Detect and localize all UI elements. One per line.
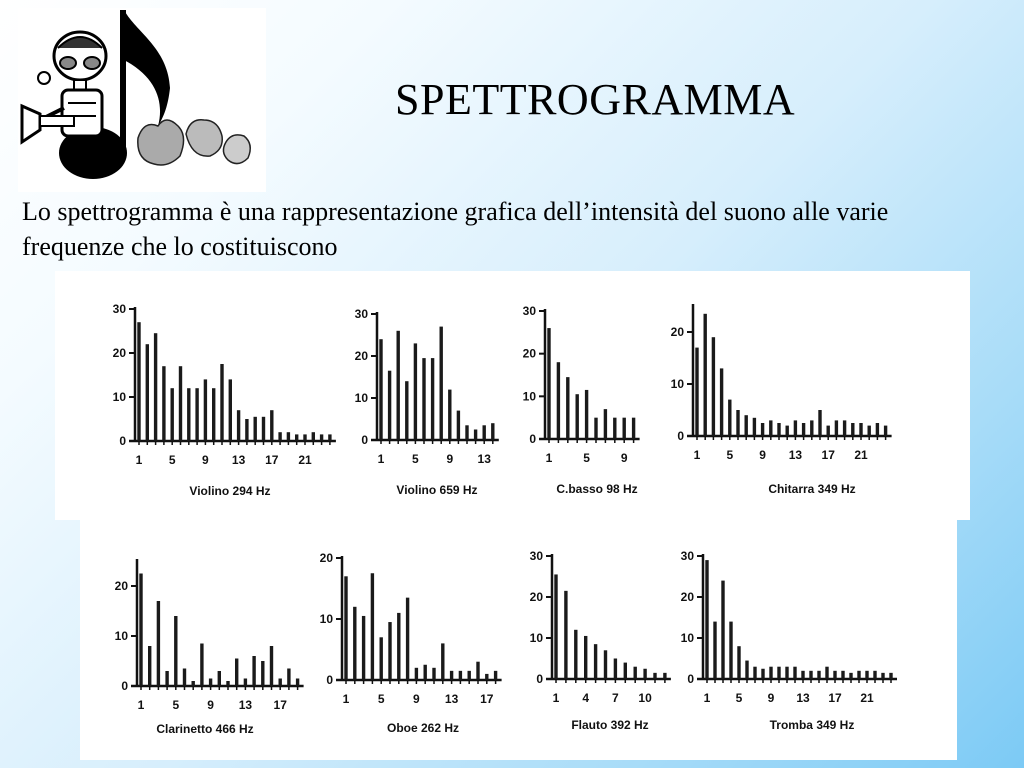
bar [328, 434, 331, 441]
y-tick-label: 0 [536, 672, 543, 686]
bar [720, 368, 723, 436]
bar [244, 679, 247, 687]
chart-title: Clarinetto 466 Hz [156, 722, 254, 736]
bar [851, 423, 854, 436]
bar [245, 419, 248, 441]
y-tick-label: 0 [119, 434, 126, 448]
x-tick-label: 5 [735, 691, 743, 705]
bar [632, 418, 635, 439]
bar [585, 390, 588, 439]
bar [663, 673, 666, 679]
x-tick-label: 1 [703, 691, 711, 705]
bar [388, 371, 391, 440]
bar [801, 671, 804, 679]
bar [849, 673, 852, 679]
bar [254, 417, 257, 441]
bar [146, 344, 149, 441]
x-tick-label: 21 [854, 448, 868, 462]
bar [457, 411, 460, 440]
y-tick-label: 0 [677, 429, 684, 443]
chart-violino-659 [355, 307, 499, 497]
bar [884, 426, 887, 436]
y-tick-label: 10 [319, 612, 333, 626]
bar [584, 636, 587, 679]
x-tick-label: 13 [238, 698, 253, 712]
bar [270, 646, 273, 686]
x-tick-label: 1 [693, 448, 701, 462]
x-tick-label: 5 [168, 453, 176, 467]
y-tick-label: 0 [121, 679, 128, 693]
bar [613, 418, 616, 439]
bar [810, 420, 813, 436]
bar [859, 423, 862, 436]
bar [397, 613, 400, 680]
x-tick-label: 1 [342, 692, 350, 706]
bar [195, 388, 198, 441]
y-tick-label: 20 [354, 349, 368, 363]
bar [594, 644, 597, 679]
y-tick-label: 30 [680, 549, 694, 563]
bar [252, 656, 255, 686]
bar [745, 415, 748, 436]
bar [695, 348, 698, 436]
bar [344, 576, 347, 680]
x-tick-label: 10 [638, 691, 652, 705]
y-tick-label: 30 [522, 304, 536, 318]
y-tick-label: 10 [680, 631, 694, 645]
bar [148, 646, 151, 686]
bar [594, 418, 597, 439]
bar [634, 667, 637, 679]
x-tick-label: 1 [552, 691, 560, 705]
bar [825, 667, 828, 679]
bar [827, 426, 830, 436]
chart-oboe-262 [320, 551, 502, 735]
y-tick-label: 30 [112, 302, 126, 316]
bar [422, 358, 425, 440]
bar [769, 667, 772, 679]
bar [704, 314, 707, 436]
x-tick-label: 13 [788, 448, 803, 462]
bar [270, 410, 273, 441]
bar [218, 671, 221, 686]
y-tick-label: 20 [522, 346, 536, 361]
x-tick-label: 9 [620, 451, 628, 465]
bar [818, 410, 821, 436]
bar [279, 679, 282, 687]
bar [388, 622, 391, 680]
bar [183, 669, 186, 687]
bar [204, 379, 207, 441]
bar [761, 423, 764, 436]
slide-title: SPETTROGRAMMA [395, 75, 796, 124]
y-tick-label: 20 [670, 325, 684, 339]
bar [643, 669, 646, 679]
bar [312, 432, 315, 441]
bar [777, 423, 780, 436]
bar [450, 671, 453, 680]
bar [604, 650, 607, 679]
bar [753, 418, 756, 436]
y-tick-label: 10 [112, 390, 126, 404]
y-tick-label: 10 [522, 389, 536, 404]
bar [353, 607, 356, 680]
bar [721, 581, 724, 679]
bar [261, 661, 264, 686]
bar [857, 671, 860, 679]
bar [296, 679, 299, 687]
y-tick-label: 30 [354, 307, 368, 321]
bar [476, 662, 479, 680]
x-tick-label: 5 [412, 452, 419, 466]
bar [171, 388, 174, 441]
x-tick-label: 5 [583, 451, 590, 465]
chart-tromba-349 [681, 549, 897, 732]
bar [174, 616, 177, 686]
x-tick-label: 21 [298, 453, 312, 467]
bar [229, 379, 232, 441]
bar [777, 667, 780, 679]
x-tick-label: 5 [377, 692, 385, 706]
bar [729, 622, 732, 679]
x-tick-label: 5 [172, 698, 180, 712]
bar [220, 364, 223, 441]
x-tick-label: 13 [231, 453, 246, 467]
chart-title: Flauto 392 Hz [571, 718, 649, 732]
y-tick-label: 10 [670, 377, 684, 391]
bar [397, 331, 400, 440]
bar [179, 366, 182, 441]
bar [237, 410, 240, 441]
bar [414, 343, 417, 440]
bar [483, 425, 486, 440]
bar [728, 400, 731, 436]
bar [212, 388, 215, 441]
y-tick-label: 0 [529, 432, 536, 446]
x-tick-label: 17 [273, 698, 287, 712]
bar [200, 644, 203, 687]
x-tick-label: 13 [477, 452, 491, 466]
x-tick-label: 9 [413, 692, 420, 706]
bar [624, 663, 627, 679]
x-tick-label: 21 [860, 691, 874, 705]
bar [371, 573, 374, 680]
chart-clarinetto-466 [115, 559, 304, 736]
bar [865, 671, 868, 679]
bar [761, 669, 764, 679]
chart-title: Oboe 262 Hz [386, 721, 460, 735]
x-tick-label: 17 [480, 692, 494, 706]
bar [424, 665, 427, 680]
bar [705, 560, 708, 679]
y-tick-label: 30 [529, 549, 543, 563]
chart-title: Chitarra 349 Hz [768, 482, 856, 496]
bar [809, 671, 812, 679]
bar [165, 671, 168, 686]
bar [881, 673, 884, 679]
bar [769, 420, 772, 436]
bar [817, 671, 820, 679]
bar [485, 674, 488, 680]
bar [745, 661, 748, 679]
chart-title: Violino 659 Hz [396, 483, 478, 497]
bar [431, 358, 434, 440]
bar [554, 574, 557, 679]
bar [736, 410, 739, 436]
bar [653, 673, 656, 679]
y-tick-label: 10 [529, 631, 543, 645]
bar [786, 426, 789, 436]
chart-title: Tromba 349 Hz [769, 718, 855, 732]
bar [468, 671, 471, 680]
x-tick-label: 1 [545, 451, 553, 465]
bar [209, 679, 212, 687]
x-tick-label: 9 [446, 452, 454, 466]
bar [406, 598, 409, 680]
y-tick-label: 10 [354, 391, 368, 405]
x-tick-label: 9 [759, 448, 766, 462]
bar [448, 390, 451, 440]
bar [405, 381, 408, 440]
chart-title: Violino 294 Hz [189, 484, 271, 498]
y-tick-label: 10 [114, 629, 128, 643]
bar [162, 366, 165, 441]
y-tick-label: 20 [112, 346, 126, 360]
bar [876, 423, 879, 436]
chart-violino-294 [113, 302, 336, 498]
y-tick-label: 20 [319, 551, 333, 565]
y-tick-label: 0 [361, 433, 368, 447]
x-tick-label: 9 [767, 691, 775, 705]
bar [604, 409, 607, 439]
bar [802, 423, 805, 436]
bar [187, 388, 190, 441]
bar [574, 630, 577, 679]
y-tick-label: 20 [680, 590, 694, 604]
x-tick-label: 1 [135, 453, 143, 467]
bar [440, 327, 443, 440]
bar [576, 394, 579, 439]
bar [415, 668, 418, 680]
bar [753, 667, 756, 679]
x-tick-label: 17 [821, 448, 835, 462]
bar [474, 430, 477, 441]
chart-chitarra-349 [671, 304, 892, 496]
bar [494, 671, 497, 680]
bar [287, 669, 290, 687]
bar [843, 420, 846, 436]
x-tick-label: 1 [377, 452, 385, 466]
bar [139, 574, 142, 687]
bar [835, 420, 838, 436]
bar [841, 671, 844, 679]
x-tick-label: 5 [726, 448, 734, 462]
bar [192, 681, 195, 686]
y-tick-label: 20 [114, 579, 128, 593]
x-tick-label: 17 [828, 691, 842, 705]
bar [465, 425, 468, 440]
bar [287, 432, 290, 441]
bar [785, 667, 788, 679]
bar [295, 434, 298, 441]
bar [432, 668, 435, 680]
bar [362, 616, 365, 680]
y-tick-label: 0 [687, 672, 694, 686]
bar [278, 432, 281, 441]
bar [873, 671, 876, 679]
chart-title: C.basso 98 Hz [556, 482, 638, 496]
bar [614, 659, 617, 680]
x-tick-label: 7 [612, 691, 619, 705]
bar [623, 418, 626, 439]
x-tick-label: 1 [137, 698, 145, 712]
bar [868, 426, 871, 436]
bar [794, 420, 797, 436]
chart-flauto-392 [530, 549, 671, 732]
bar [262, 417, 265, 441]
bar [547, 328, 550, 439]
bar [303, 434, 306, 441]
bar [137, 322, 140, 441]
bar [713, 622, 716, 679]
bar [793, 667, 796, 679]
bar [833, 671, 836, 679]
x-tick-label: 13 [444, 692, 459, 706]
bar [235, 659, 238, 687]
bar [564, 591, 567, 679]
x-tick-label: 4 [582, 691, 590, 705]
bar [557, 362, 560, 439]
slide-description: Lo spettrogramma è una rappresentazione grafica dell’intensità del suono alle varie frequenze che lo costituiscono [22, 197, 889, 261]
chart-cbasso-98 [523, 304, 640, 496]
bar [380, 637, 383, 680]
y-tick-label: 20 [529, 590, 543, 604]
bar [154, 333, 157, 441]
y-tick-label: 0 [326, 673, 333, 687]
bar [379, 339, 382, 440]
bar [441, 643, 444, 680]
bar [889, 673, 892, 679]
x-tick-label: 9 [202, 453, 209, 467]
bar [157, 601, 160, 686]
x-tick-label: 13 [796, 691, 810, 705]
bar [566, 377, 569, 439]
bar [737, 646, 740, 679]
bar [320, 434, 323, 441]
bar [226, 681, 229, 686]
x-tick-label: 17 [265, 453, 279, 467]
x-tick-label: 9 [207, 698, 214, 712]
bar [459, 671, 462, 680]
bar [491, 423, 494, 440]
bar [712, 337, 715, 436]
